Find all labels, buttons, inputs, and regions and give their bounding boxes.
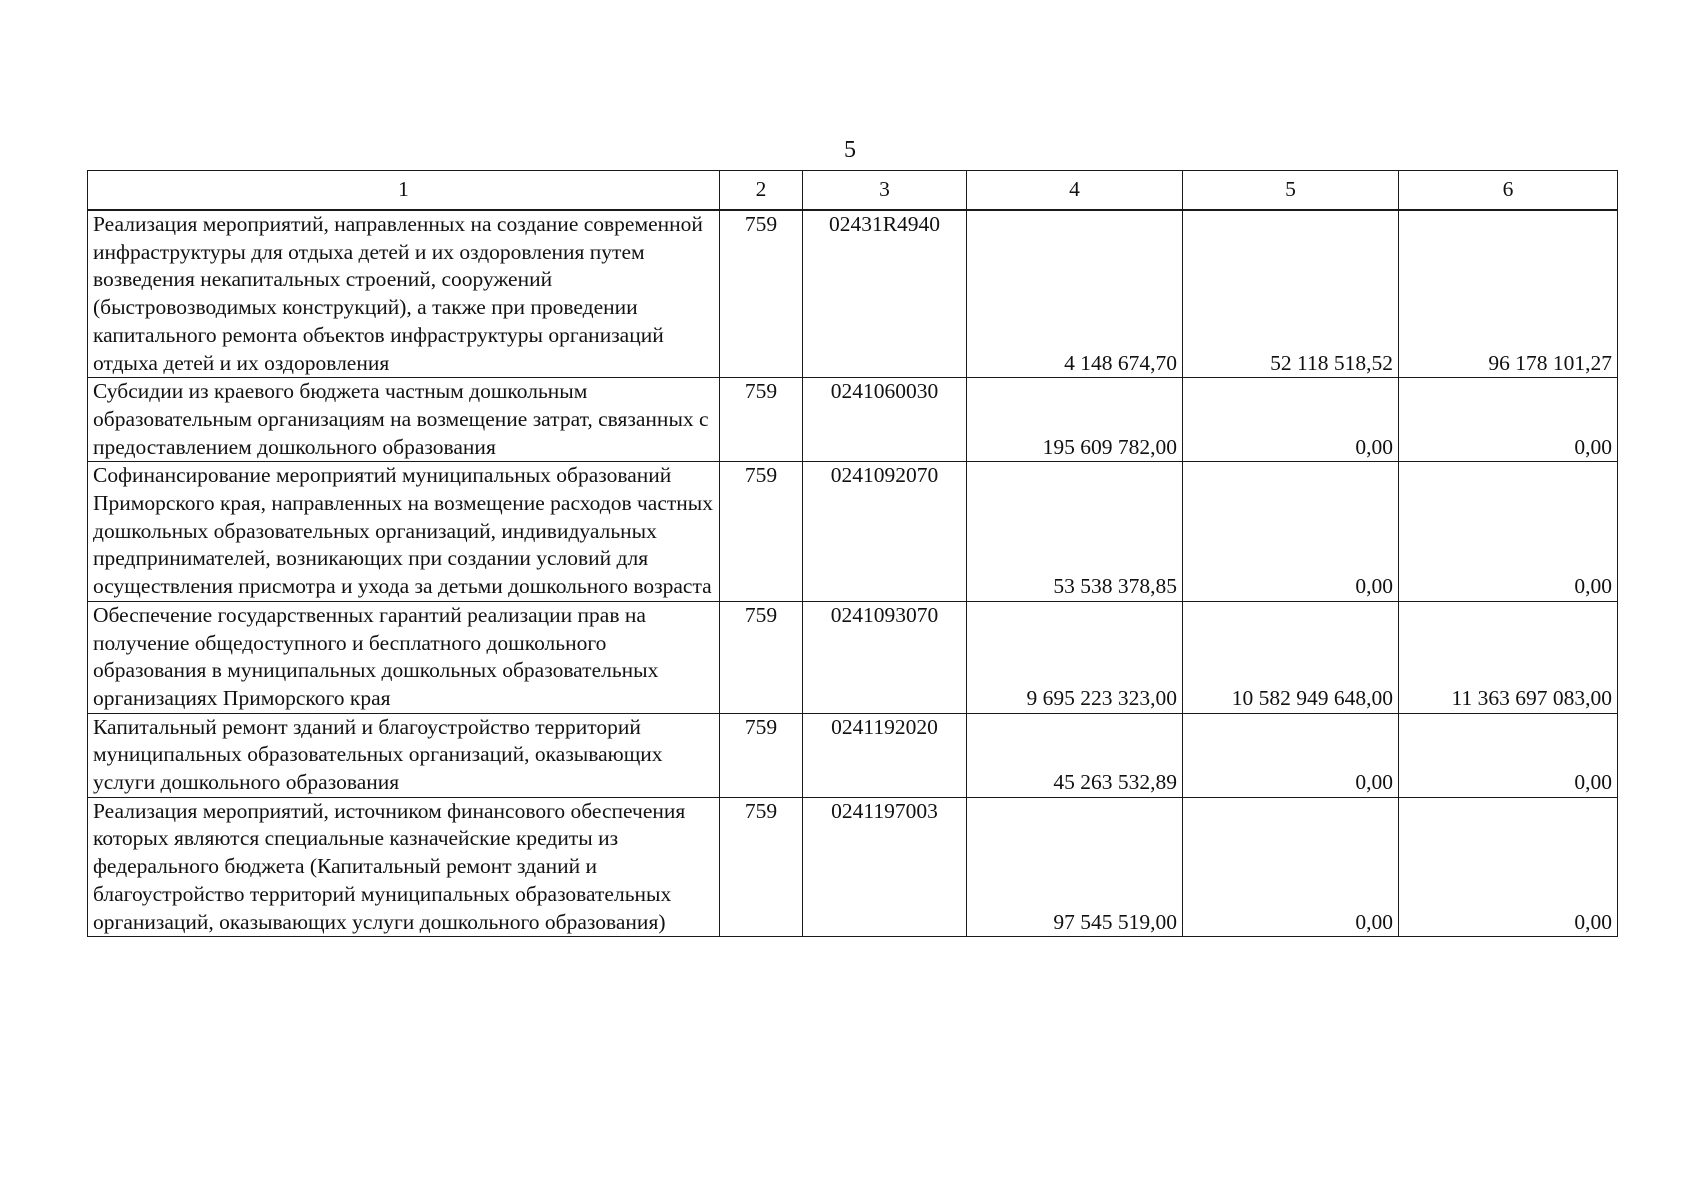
- header-col-5: 5: [1183, 171, 1399, 211]
- row-value-col4: 9 695 223 323,00: [967, 601, 1183, 713]
- row-value-col5: 52 118 518,52: [1183, 210, 1399, 378]
- table-row: [88, 797, 1618, 937]
- row-admin-code: 759: [720, 462, 803, 602]
- row-value-col6: 11 363 697 083,00: [1399, 601, 1618, 713]
- header-row: [88, 171, 1618, 211]
- row-name: Софинансирование мероприятий муниципальных образований Приморского края, направленных на возмещение расходов частных дошкольных образовательных организаций, индивидуальных предпринимателей, возникающих при создании условий для осуществления присмотра и ухода за детьми дошкольного возраста: [88, 462, 720, 602]
- table-row: [88, 210, 1618, 378]
- table-row: [88, 713, 1618, 797]
- table-body: [88, 210, 1618, 937]
- header-col-1: 1: [88, 171, 720, 211]
- table-row: [88, 601, 1618, 713]
- page-number: 5: [844, 137, 856, 163]
- header-col-4: 4: [967, 171, 1183, 211]
- table-header: [88, 171, 1618, 211]
- row-value-col4: 45 263 532,89: [967, 713, 1183, 797]
- table-row: [88, 378, 1618, 462]
- row-value-col6: 0,00: [1399, 462, 1618, 602]
- row-value-col4: 195 609 782,00: [967, 378, 1183, 462]
- row-value-col5: 10 582 949 648,00: [1183, 601, 1399, 713]
- row-name: Реализация мероприятий, источником финансового обеспечения которых являются специальные казначейские кредиты из федерального бюджета (Капитальный ремонт зданий и благоустройство территорий муниципальных образовательных организаций, оказывающих услуги дошкольного образования): [88, 797, 720, 937]
- row-name: Капитальный ремонт зданий и благоустройство территорий муниципальных образовательных организаций, оказывающих услуги дошкольного образования: [88, 713, 720, 797]
- row-name: Обеспечение государственных гарантий реализации прав на получение общедоступного и бесплатного дошкольного образования в муниципальных дошкольных образовательных организациях Приморского края: [88, 601, 720, 713]
- row-value-col5: 0,00: [1183, 713, 1399, 797]
- row-value-col5: 0,00: [1183, 378, 1399, 462]
- row-target-code: 0241092070: [803, 462, 967, 602]
- row-target-code: 0241192020: [803, 713, 967, 797]
- row-admin-code: 759: [720, 378, 803, 462]
- row-target-code: 0241197003: [803, 797, 967, 937]
- row-value-col5: 0,00: [1183, 462, 1399, 602]
- budget-table: [87, 170, 1618, 937]
- row-value-col6: 0,00: [1399, 713, 1618, 797]
- row-name: Реализация мероприятий, направленных на создание современной инфраструктуры для отдыха детей и их оздоровления путем возведения некапитальных строений, сооружений (быстровозводимых конструкций), а также при проведении капитального ремонта объектов инфраструктуры организаций отдыха детей и их оздоровления: [88, 210, 720, 378]
- header-col-2: 2: [720, 171, 803, 211]
- row-value-col4: 53 538 378,85: [967, 462, 1183, 602]
- row-value-col5: 0,00: [1183, 797, 1399, 937]
- row-value-col4: 4 148 674,70: [967, 210, 1183, 378]
- row-admin-code: 759: [720, 713, 803, 797]
- row-admin-code: 759: [720, 210, 803, 378]
- row-admin-code: 759: [720, 601, 803, 713]
- row-name: Субсидии из краевого бюджета частным дошкольным образовательным организациям на возмещение затрат, связанных с предоставлением дошкольного образования: [88, 378, 720, 462]
- table-row: [88, 462, 1618, 602]
- header-col-3: 3: [803, 171, 967, 211]
- row-admin-code: 759: [720, 797, 803, 937]
- row-target-code: 02431R4940: [803, 210, 967, 378]
- row-value-col6: 0,00: [1399, 797, 1618, 937]
- row-target-code: 0241093070: [803, 601, 967, 713]
- row-value-col6: 0,00: [1399, 378, 1618, 462]
- row-value-col6: 96 178 101,27: [1399, 210, 1618, 378]
- row-value-col4: 97 545 519,00: [967, 797, 1183, 937]
- header-col-6: 6: [1399, 171, 1618, 211]
- row-target-code: 0241060030: [803, 378, 967, 462]
